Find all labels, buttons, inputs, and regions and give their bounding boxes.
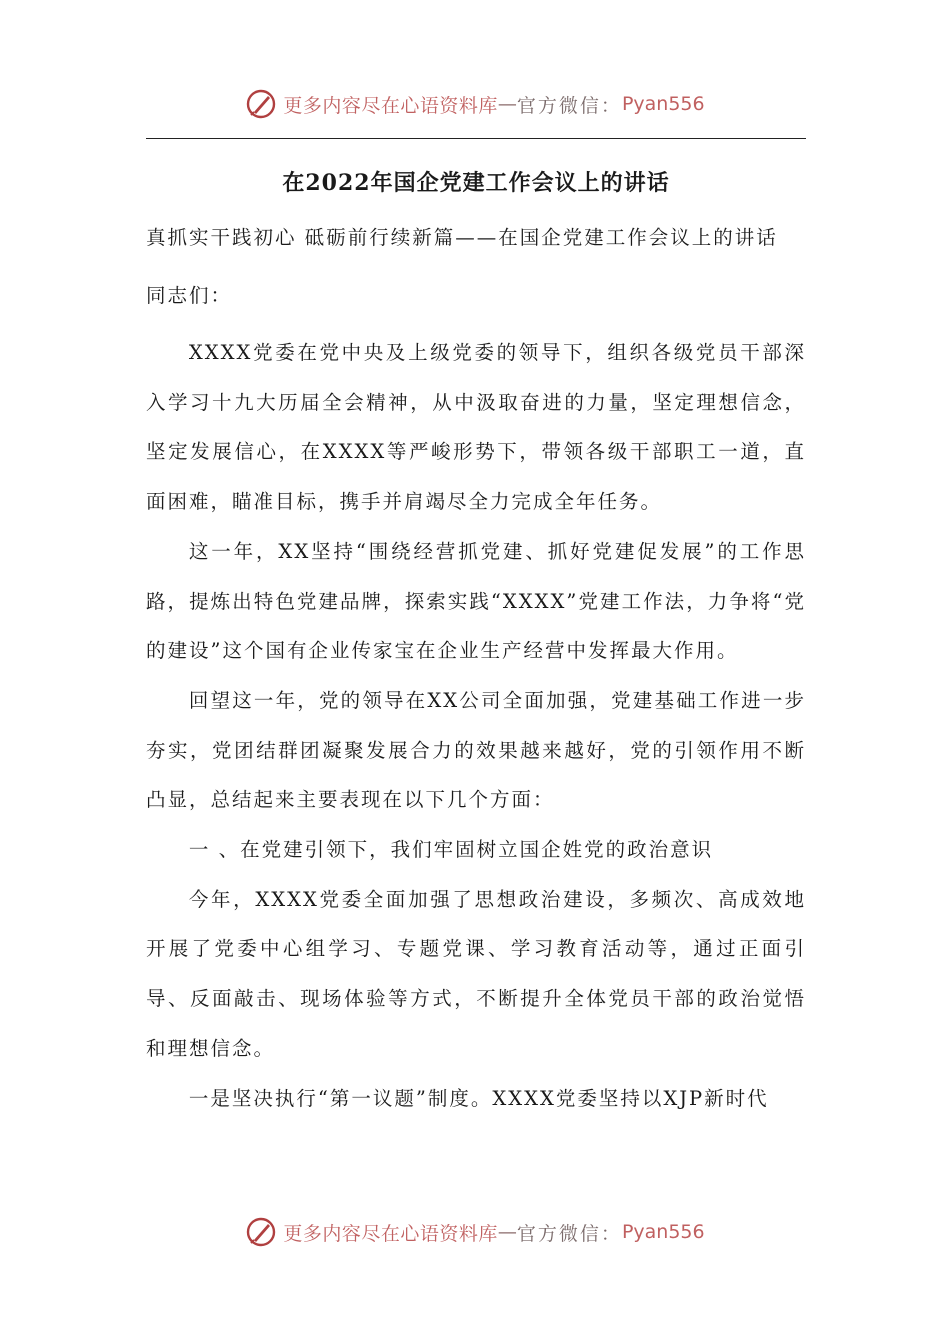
header-banner [0,84,950,124]
salutation: 同志们： [146,284,233,307]
banner-wechat-id: Pyan556 [621,1221,705,1243]
quill-pen-logo-icon [245,88,277,120]
section-heading: 一 、在党建引领下，我们牢固树立国企姓党的政治意识 [188,838,714,862]
banner-wechat-id: Pyan556 [621,93,705,115]
paragraph: XXXX党委在党中央及上级党委的领导下，组织各级党员干部深入学习十九大历届全会精神，从中汲取奋进的力量，坚定理想信念，坚定发展信心，在XXXX等严峻形势下，带领各级干部职工一道，直面困难，瞄准目标，携手并肩竭尽全力完成全年任务。 [146,341,806,514]
paragraph: 今年，XXXX党委全面加强了思想政治建设，多频次、高成效地开展了党委中心组学习、专题党课、学习教育活动等，通过正面引导、反面敲击、现场体验等方式，不断提升全体党员干部的政治觉悟和理想信念。 [146,887,806,1060]
banner-wechat-label: 官方微信： [516,94,622,117]
banner-dash: — [497,1221,517,1243]
paragraph: 这一年，XX坚持“围绕经营抓党建、抓好党建促发展”的工作思路，提炼出特色党建品牌，探索实践“XXXX”党建工作法，力争将“党的建设”这个国有企业传家宝在企业生产经营中发挥最大作用。 [146,539,806,663]
banner-text: 更多内容尽在心语资料库 [283,94,498,117]
banner-dash: — [497,93,517,115]
paragraph: 回望这一年，党的领导在XX公司全面加强，党建基础工作进一步夯实，党团结群团凝聚发展合力的效果越来越好，党的引领作用不断凸显，总结起来主要表现在以下几个方面： [146,688,806,812]
document-subtitle: 真抓实干践初心 砥砺前行续新篇——在国企党建工作会议上的讲话 [146,226,778,249]
footer-banner [0,1212,950,1252]
header-divider [146,138,806,139]
quill-pen-logo-icon [245,1216,277,1248]
banner-text: 更多内容尽在心语资料库 [283,1222,498,1245]
paragraph: 一是坚决执行“第一议题”制度。XXXX党委坚持以XJP新时代 [188,1086,769,1110]
document-body [146,160,806,1123]
banner-wechat-label: 官方微信： [516,1222,622,1245]
document-title: 在2022年国企党建工作会议上的讲话 [282,170,670,196]
